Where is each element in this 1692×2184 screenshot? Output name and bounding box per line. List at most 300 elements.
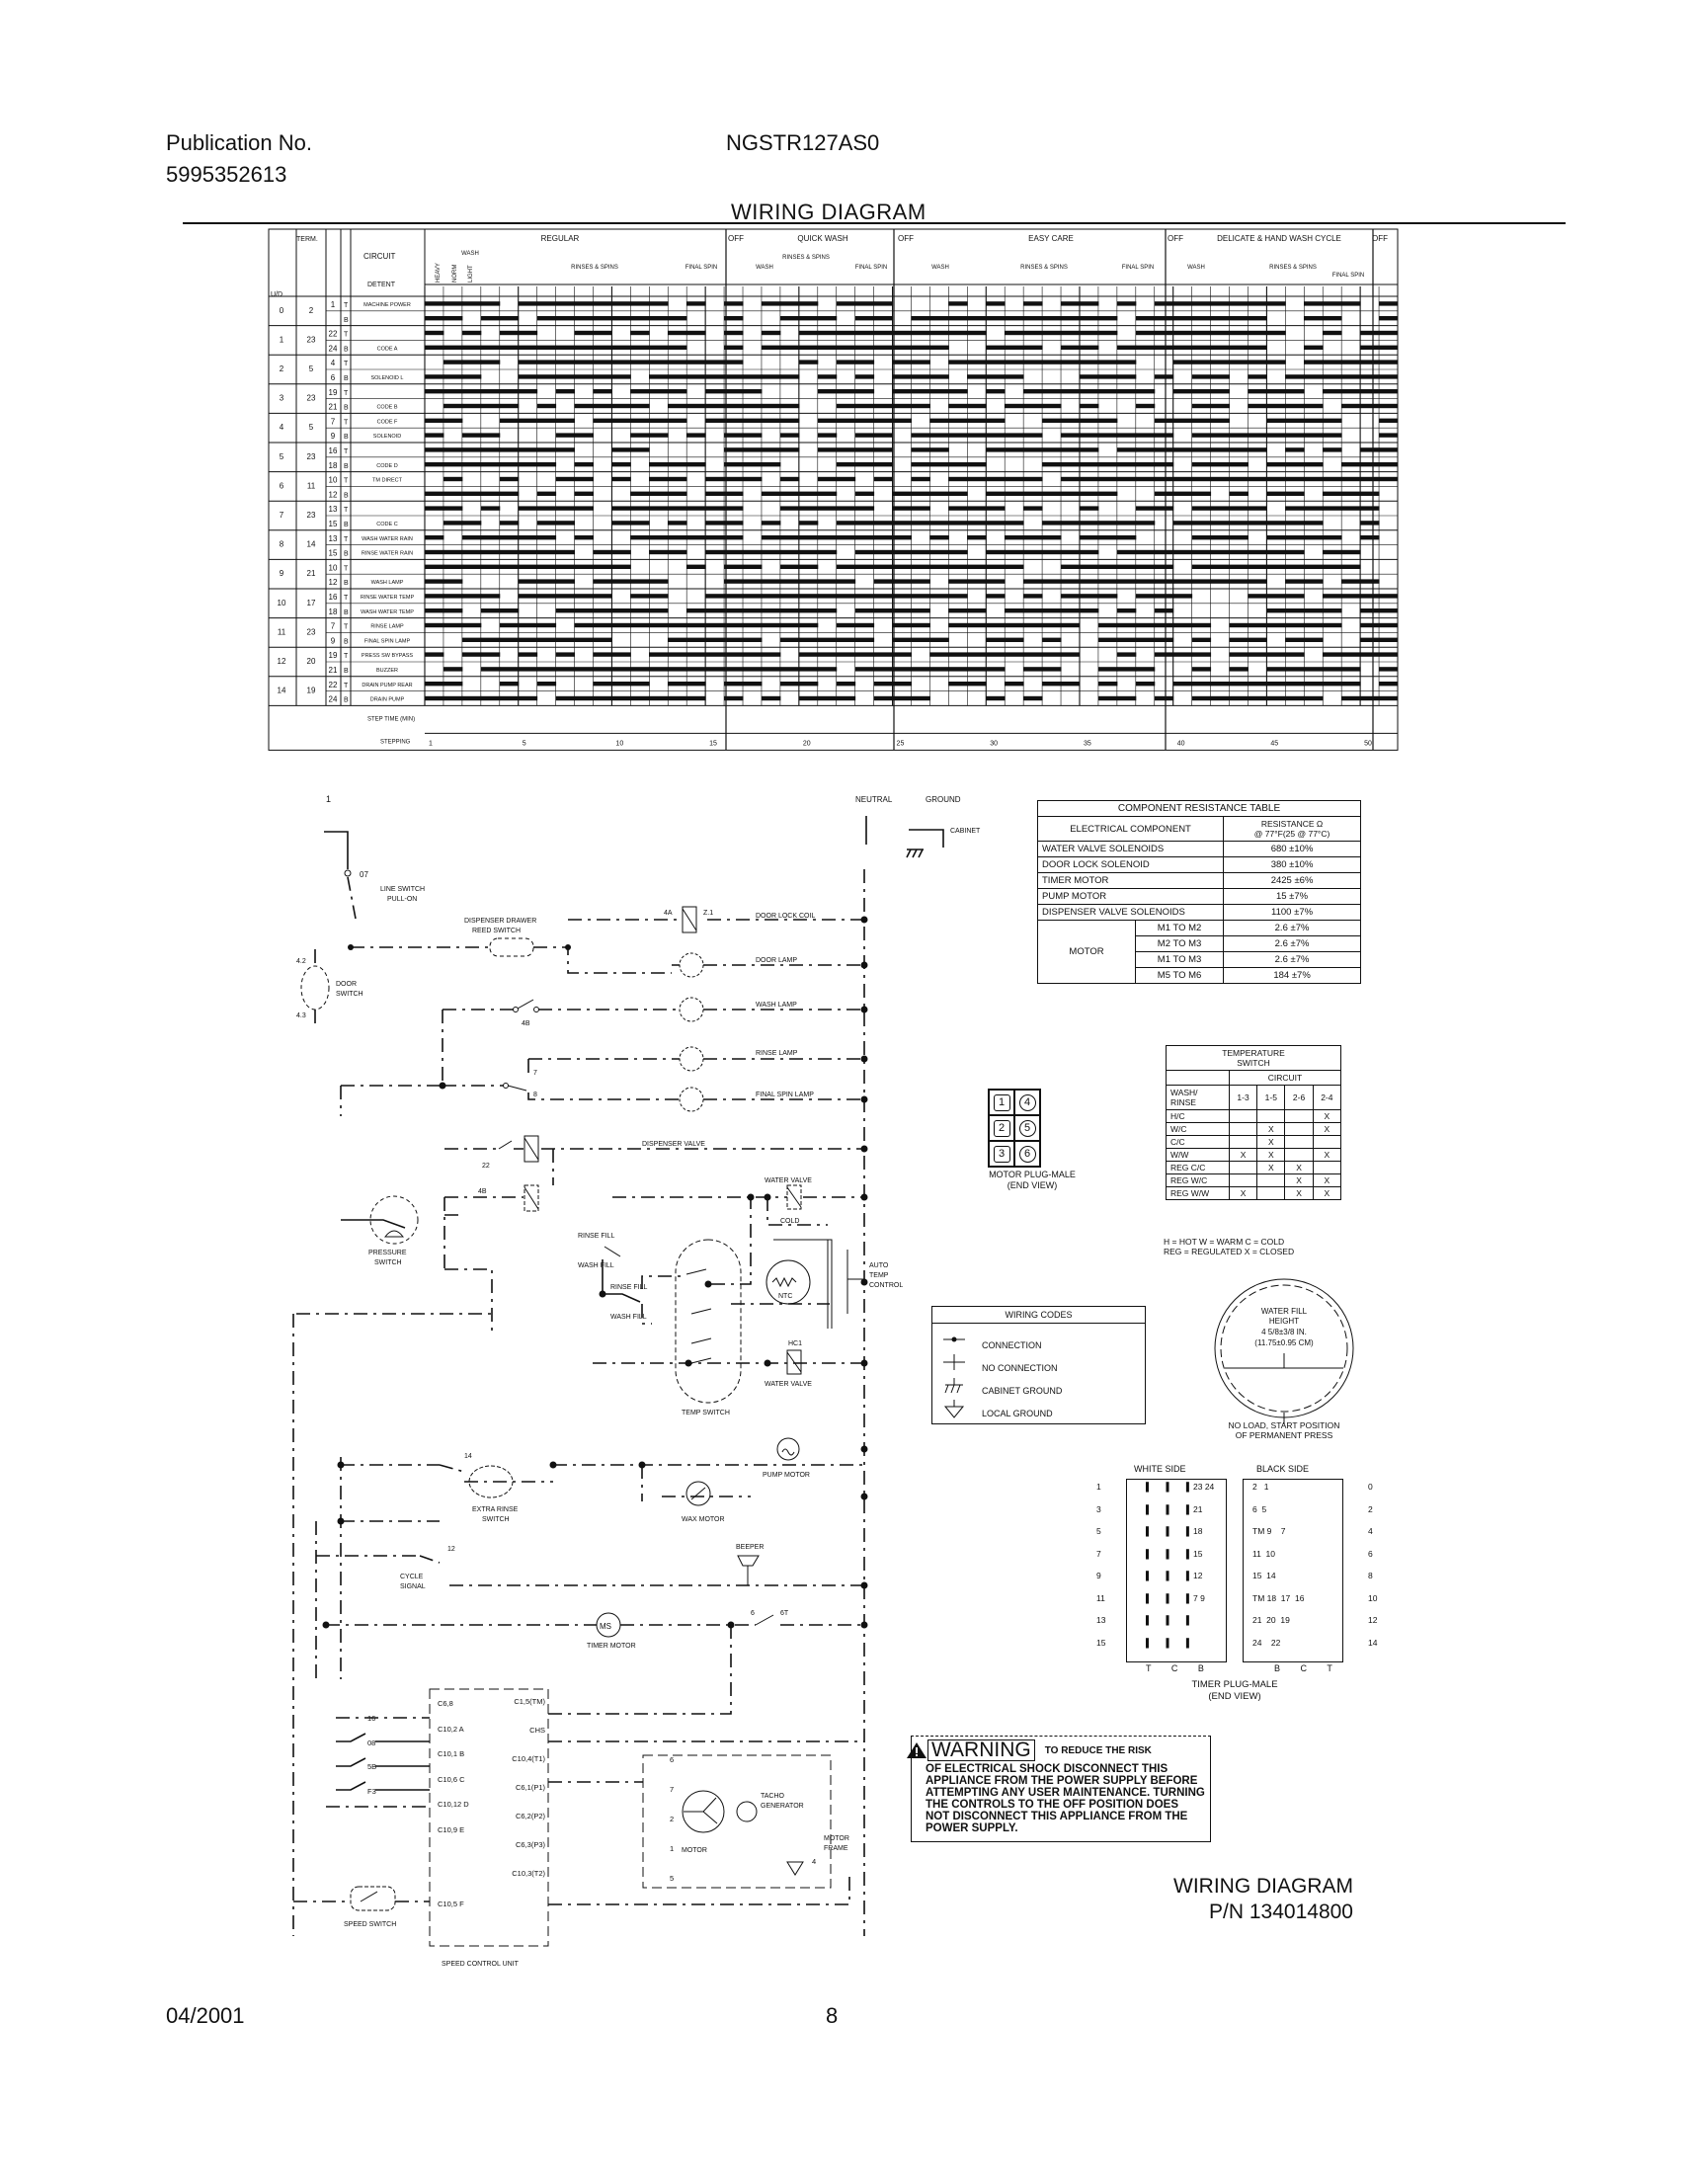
motor-plug-socket xyxy=(1014,1141,1040,1167)
row-side: T xyxy=(344,565,349,573)
reed-switch-label: DISPENSER DRAWER xyxy=(464,918,537,925)
timer-motor xyxy=(323,1610,868,1679)
scu-terminal: C10,9 E xyxy=(438,1824,465,1834)
closed-cell xyxy=(1257,1174,1285,1187)
row-pin: 7 xyxy=(330,417,336,427)
motor-frame-label-2: FRAME xyxy=(824,1845,848,1852)
row-circuit: WASH WATER RAIN xyxy=(362,535,413,542)
legend-item: NO CONNECTION xyxy=(982,1363,1058,1373)
row-term: 20 xyxy=(306,657,316,666)
phase-label: WASH xyxy=(461,251,479,257)
white-pin-marks: ▌ ▌ ▌ xyxy=(1146,1482,1193,1492)
cycle-label: REGULAR xyxy=(540,234,580,243)
phase-label: FINAL SPIN xyxy=(854,265,888,271)
row-pin: 19 xyxy=(328,387,338,397)
table-row xyxy=(1167,1162,1341,1174)
row-pin: 12 xyxy=(328,490,338,500)
setting-cell: H/C xyxy=(1167,1110,1230,1123)
warning-line: THE CONTROLS TO THE OFF POSITION DOES xyxy=(926,1799,1178,1811)
row-ud: 14 xyxy=(277,686,286,695)
row-term: 23 xyxy=(306,511,316,520)
table-row xyxy=(1167,1123,1341,1136)
timer-plug-rows xyxy=(1096,1482,1378,1659)
white-pin-marks: ▌ ▌ ▌ xyxy=(1146,1526,1193,1536)
phase-label: WASH xyxy=(931,265,949,271)
temperature-switch-table xyxy=(1166,1045,1341,1200)
motor-plug-socket xyxy=(989,1141,1014,1167)
row-side: B xyxy=(344,638,349,646)
pump-motor xyxy=(763,1438,868,1500)
cycle-label: OFF xyxy=(1372,234,1388,243)
extra-rinse-switch xyxy=(338,1453,865,1523)
door-lock-coil-label: DOOR LOCK COIL xyxy=(756,913,816,920)
row-pin: 10 xyxy=(328,475,338,485)
row-side: B xyxy=(344,404,349,412)
table-row xyxy=(1167,1110,1341,1123)
row-ud: 9 xyxy=(279,569,284,579)
stepping-number: 50 xyxy=(1364,740,1372,748)
wash-lamp xyxy=(443,998,868,1086)
cycle-label: QUICK WASH xyxy=(797,234,848,243)
caption-line: TIMER PLUG-MALE xyxy=(1191,1679,1278,1690)
white-pin-labels: 21 xyxy=(1193,1503,1203,1514)
term-label: TERM. xyxy=(296,236,318,243)
closed-cell xyxy=(1229,1123,1256,1136)
component-resistance-table xyxy=(1037,800,1361,984)
switch-14-label: 14 xyxy=(464,1453,472,1460)
row-circuit: DRAIN PUMP REAR xyxy=(362,682,413,688)
wash-rinse-header-2: RINSE xyxy=(1170,1097,1196,1107)
pin-number: 7 xyxy=(1096,1548,1101,1559)
phase-label: NORM xyxy=(452,264,458,283)
cycle-signal-label: CYCLE xyxy=(400,1574,424,1580)
legend-line: H = HOT W = WARM C = COLD xyxy=(1164,1237,1285,1247)
pressure-switch-label-2: SWITCH xyxy=(374,1259,402,1266)
row-side: T xyxy=(344,302,349,309)
setting-cell: C/C xyxy=(1167,1136,1230,1149)
switch-4b-label: 4B xyxy=(478,1188,487,1195)
timer-plug-row xyxy=(1096,1638,1378,1660)
beeper-label: BEEPER xyxy=(736,1544,765,1551)
timer-plug-caption xyxy=(1146,1679,1324,1703)
phase-label: LIGHT xyxy=(468,265,474,283)
cycle-label: OFF xyxy=(1168,234,1183,243)
pin-number: 15 xyxy=(1096,1637,1106,1648)
row-ud: 6 xyxy=(279,481,284,491)
legend-item: CONNECTION xyxy=(982,1340,1042,1350)
row-pin: 13 xyxy=(328,505,338,515)
switch-6t-label: 6T xyxy=(780,1610,789,1617)
closed-cell xyxy=(1257,1187,1285,1200)
row-side: T xyxy=(344,507,349,515)
speed-switch xyxy=(293,1887,430,1928)
temperature-switch-legend xyxy=(1164,1237,1294,1256)
dispenser-valve-label: DISPENSER VALVE xyxy=(642,1141,705,1148)
pump-motor-label: PUMP MOTOR xyxy=(763,1472,810,1479)
row-term: 17 xyxy=(306,598,316,607)
black-side-columns xyxy=(1274,1663,1332,1673)
row-side: T xyxy=(344,389,349,397)
caption-line: (END VIEW) xyxy=(1007,1180,1058,1190)
reed-wire xyxy=(351,947,672,973)
door-switch-label: DOOR xyxy=(336,981,357,988)
column-header: RESISTANCE Ω xyxy=(1260,819,1324,829)
switch-label: F3 xyxy=(367,1786,376,1796)
auto-temp-label-2: TEMP xyxy=(869,1272,889,1279)
switch-8-label: 8 xyxy=(533,1092,537,1098)
cabinet-ground-icon xyxy=(907,849,924,857)
table-row xyxy=(1167,1136,1341,1149)
pin-number: 3 xyxy=(1096,1503,1101,1514)
row-circuit: RINSE LAMP xyxy=(370,623,404,630)
cycle-label: EASY CARE xyxy=(1028,234,1074,243)
row-circuit: CODE C xyxy=(376,522,398,527)
closed-cell: X xyxy=(1313,1187,1340,1200)
water-valve-hot xyxy=(765,1340,868,1388)
warning-label: WARNING xyxy=(927,1739,1035,1761)
row-side: T xyxy=(344,623,349,631)
white-pin-labels: 18 xyxy=(1193,1526,1203,1536)
row-side: T xyxy=(344,653,349,661)
coil-slash xyxy=(683,909,696,930)
pair-cell: M1 TO M3 xyxy=(1136,952,1224,968)
door-switch-label-2: SWITCH xyxy=(336,991,363,998)
water-valve-label-2: WATER VALVE xyxy=(765,1381,812,1388)
motor-plug-pin: 3 xyxy=(994,1146,1010,1163)
white-pin-marks: ▌ ▌ ▌ xyxy=(1146,1592,1193,1603)
detent-label: DETENT xyxy=(367,282,395,288)
row-circuit: WASH WATER TEMP xyxy=(361,608,414,615)
motor-plug-pin: 6 xyxy=(1019,1146,1036,1163)
black-side-label: BLACK SIDE xyxy=(1256,1464,1310,1474)
caption-line: (END VIEW) xyxy=(1208,1691,1261,1702)
connection-icon xyxy=(943,1337,965,1342)
water-fill-text: 4 5/8±3/8 IN. xyxy=(1261,1328,1307,1336)
cycle-signal-label-2: SIGNAL xyxy=(400,1583,426,1590)
row-ud: 8 xyxy=(279,539,284,549)
closed-cell: X xyxy=(1257,1149,1285,1162)
row-ud: 3 xyxy=(279,393,284,403)
warning-line: POWER SUPPLY. xyxy=(926,1822,1018,1834)
pressure-switch-label: PRESSURE xyxy=(368,1250,407,1256)
door-lamp xyxy=(672,953,868,977)
timer-plug-row xyxy=(1096,1482,1378,1504)
component-cell: DOOR LOCK SOLENOID xyxy=(1038,857,1224,873)
setting-cell: W/W xyxy=(1167,1149,1230,1162)
white-side-label: WHITE SIDE xyxy=(1134,1464,1186,1474)
closed-cell xyxy=(1229,1174,1256,1187)
ground-label: GROUND xyxy=(926,795,961,804)
row-side: B xyxy=(344,346,349,354)
switch-label: 08 xyxy=(367,1738,376,1747)
timer-motor-label: TIMER MOTOR xyxy=(587,1643,636,1650)
fill-selector xyxy=(578,1233,686,1324)
wiring-code-icons xyxy=(940,1331,970,1419)
reed-switch xyxy=(490,938,533,956)
cycle-label: OFF xyxy=(728,234,744,243)
col-label: B xyxy=(1274,1663,1281,1673)
row-side: B xyxy=(344,550,349,558)
local-ground-icon xyxy=(787,1862,803,1875)
circuit-column-header: 2-6 xyxy=(1285,1086,1313,1110)
closed-cell: X xyxy=(1257,1162,1285,1174)
row-side: B xyxy=(344,522,349,528)
circuit-column-header: 2-4 xyxy=(1313,1086,1340,1110)
white-pin-marks: ▌ ▌ ▌ xyxy=(1146,1571,1193,1580)
column-header: ELECTRICAL COMPONENT xyxy=(1038,817,1224,842)
phase-label: RINSES & SPINS xyxy=(571,265,618,271)
row-circuit: CODE F xyxy=(376,419,398,426)
l1-label: 1 xyxy=(326,794,332,804)
pin-number: 8 xyxy=(1368,1571,1373,1580)
legend-item: CABINET GROUND xyxy=(982,1386,1063,1396)
closed-cell: X xyxy=(1285,1174,1313,1187)
stepping-number: 35 xyxy=(1083,740,1091,748)
row-pin: 15 xyxy=(328,520,338,528)
closed-cell: X xyxy=(1257,1123,1285,1136)
row-side: T xyxy=(344,477,349,485)
warning-triangle-icon xyxy=(906,1741,927,1759)
motor-plug-caption xyxy=(958,1170,1106,1191)
row-term: 19 xyxy=(306,686,316,695)
water-valve-cold xyxy=(612,1177,868,1225)
wash-rinse-header: WASH/ xyxy=(1170,1088,1198,1097)
diagram-title-block xyxy=(1156,1874,1353,1925)
cycle-label: OFF xyxy=(898,234,914,243)
warning-line: APPLIANCE FROM THE POWER SUPPLY BEFORE xyxy=(926,1775,1198,1787)
phase-label: FINAL SPIN xyxy=(1121,265,1155,271)
component-cell: WATER VALVE SOLENOIDS xyxy=(1038,842,1224,857)
wax-motor xyxy=(682,1482,725,1523)
row-pin: 21 xyxy=(328,666,338,675)
row-ud: 7 xyxy=(279,511,284,520)
pin-number: 2 xyxy=(1368,1503,1373,1514)
resistance-cell: 680 ±10% xyxy=(1224,842,1361,857)
wash-lamp-label: WASH LAMP xyxy=(756,1002,797,1009)
water-fill-diagram xyxy=(1200,1274,1368,1432)
black-pin-labels: 15 14 xyxy=(1252,1571,1276,1580)
pin-number: 5 xyxy=(1096,1526,1101,1536)
row-pin: 12 xyxy=(328,578,338,588)
caption-line: NO LOAD, START POSITION xyxy=(1228,1420,1340,1430)
legend-item: LOCAL GROUND xyxy=(982,1409,1053,1418)
water-fill-text: HEIGHT xyxy=(1268,1317,1300,1326)
table-row xyxy=(1038,889,1361,905)
resistance-cell: 2.6 ±7% xyxy=(1224,921,1361,936)
row-circuit: FINAL SPIN LAMP xyxy=(363,638,411,645)
col-label: B xyxy=(1197,1663,1204,1673)
white-pin-marks: ▌ ▌ ▌ xyxy=(1146,1503,1193,1514)
wash-fill-label: WASH FILL xyxy=(578,1262,614,1269)
motor-plug-pin: 2 xyxy=(994,1120,1010,1137)
motor-terminals xyxy=(670,1745,674,1894)
black-pin-labels: 6 5 xyxy=(1252,1503,1267,1514)
column-header-sub: @ 77°F(25 @ 77°C) xyxy=(1253,829,1330,839)
cold-label: COLD xyxy=(780,1218,800,1225)
row-circuit: SOLENOID xyxy=(372,434,402,441)
closed-cell xyxy=(1313,1162,1340,1174)
phase-label: FINAL SPIN xyxy=(1331,273,1365,279)
water-fill-text: (11.75±0.95 CM) xyxy=(1254,1338,1314,1347)
switch-12-label: 12 xyxy=(447,1546,455,1553)
cabinet-label: CABINET xyxy=(950,828,981,835)
scu-terminal: CHS xyxy=(529,1726,545,1735)
water-fill-text: WATER FILL xyxy=(1260,1307,1308,1316)
black-pin-labels: 11 10 xyxy=(1252,1548,1276,1559)
white-pin-labels: 7 9 xyxy=(1193,1592,1205,1603)
row-pin: 13 xyxy=(328,533,338,543)
row-term: 2 xyxy=(308,305,314,315)
row-term: 23 xyxy=(306,627,316,637)
phase-label: WASH xyxy=(756,265,773,271)
cycle-signal-switch xyxy=(316,1518,864,1591)
white-pin-marks: ▌ ▌ ▌ xyxy=(1146,1637,1193,1648)
setting-cell: REG W/W xyxy=(1167,1187,1230,1200)
col-label: C xyxy=(1300,1663,1308,1673)
row-circuit: CODE A xyxy=(376,346,398,353)
resistance-cell: 2.6 ±7% xyxy=(1224,952,1361,968)
row-circuit: RINSE WATER TEMP xyxy=(360,595,415,601)
resistance-cell: 1100 ±7% xyxy=(1224,905,1361,921)
final-spin-lamp xyxy=(341,1070,868,1116)
black-pin-labels: 24 22 xyxy=(1252,1637,1281,1648)
timer-plug-row xyxy=(1096,1549,1378,1572)
table-title: COMPONENT RESISTANCE TABLE xyxy=(1038,801,1361,817)
closed-cell: X xyxy=(1285,1187,1313,1200)
closed-cell: X xyxy=(1313,1110,1340,1123)
white-pin-marks: ▌ ▌ ▌ xyxy=(1146,1615,1193,1625)
row-pin: 7 xyxy=(330,621,336,631)
motor-frame-terminal: 4 xyxy=(812,1857,817,1866)
row-term: 5 xyxy=(308,364,314,373)
closed-cell xyxy=(1229,1110,1256,1123)
component-cell: DISPENSER VALVE SOLENOIDS xyxy=(1038,905,1224,921)
speed-switch-label: SPEED SWITCH xyxy=(344,1921,397,1928)
phase-label: WASH xyxy=(1187,265,1205,271)
row-circuit: DRAIN PUMP xyxy=(369,696,405,703)
motor-terminal: 1 xyxy=(670,1844,675,1853)
row-pin: 16 xyxy=(328,593,338,602)
row-circuit: CODE D xyxy=(376,462,398,469)
motor-plug-socket xyxy=(1014,1115,1040,1141)
motor-terminal: 6 xyxy=(670,1755,675,1764)
caption-line: MOTOR PLUG-MALE xyxy=(989,1170,1076,1179)
ms-label: MS xyxy=(600,1622,611,1631)
row-side: B xyxy=(344,580,349,588)
table-row xyxy=(1038,857,1361,873)
motor-frame-label: MOTOR xyxy=(824,1835,849,1842)
door-lock-term: 4A xyxy=(664,910,673,917)
door-switch-term: 4.2 xyxy=(296,958,306,965)
switch-4b-label: 4B xyxy=(522,1020,530,1027)
row-pin: 24 xyxy=(328,694,338,704)
row-circuit: PRESS SW BYPASS xyxy=(361,653,414,660)
row-side: B xyxy=(344,434,349,442)
stepping-number: 30 xyxy=(990,740,999,748)
scu-terminal: C10,6 C xyxy=(438,1774,465,1784)
pin-number: 10 xyxy=(1368,1592,1378,1603)
scu-terminal: C6,8 xyxy=(438,1699,453,1708)
row-side: B xyxy=(344,462,349,470)
scu-terminal: C10,3(T2) xyxy=(512,1869,545,1878)
row-term: 23 xyxy=(306,335,316,345)
row-circuit: SOLENOID L xyxy=(370,375,404,381)
extra-rinse-label: EXTRA RINSE xyxy=(472,1506,519,1513)
beeper xyxy=(736,1544,868,1589)
wiring-codes-legend xyxy=(931,1306,1146,1424)
pin-number: 14 xyxy=(1368,1637,1378,1648)
warning-box xyxy=(911,1736,1211,1842)
rinse-fill-label-2: RINSE FILL xyxy=(610,1284,648,1291)
warning-line: NOT DISCONNECT THIS APPLIANCE FROM THE xyxy=(926,1811,1188,1822)
row-pin: 19 xyxy=(328,651,338,661)
pin-number: 12 xyxy=(1368,1615,1378,1625)
line-switch-label-2: PULL-ON xyxy=(387,896,418,903)
cabinet-ground-icon xyxy=(945,1378,963,1393)
closed-cell xyxy=(1229,1162,1256,1174)
model-number: NGSTR127AS0 xyxy=(726,130,880,155)
node xyxy=(861,917,868,924)
table-row xyxy=(1038,873,1361,889)
water-fill-caption xyxy=(1185,1420,1383,1440)
black-pin-labels: 21 20 19 xyxy=(1252,1615,1290,1625)
table-row xyxy=(1038,921,1361,936)
row-ud: 12 xyxy=(277,657,286,666)
row-ud: 2 xyxy=(279,364,284,373)
motor-plug xyxy=(988,1089,1041,1168)
timer-plug-row xyxy=(1096,1593,1378,1616)
ud-label: U/D xyxy=(271,291,283,298)
col-label: T xyxy=(1327,1663,1332,1673)
publication-label: Publication No. xyxy=(166,130,312,155)
door-switch-term: 4.3 xyxy=(296,1012,306,1019)
closed-cell: X xyxy=(1285,1162,1313,1174)
scu-terminal: C10,4(T1) xyxy=(512,1754,545,1763)
row-pin: 10 xyxy=(328,563,338,573)
pin-number: 6 xyxy=(1368,1548,1373,1559)
row-pin: 24 xyxy=(328,344,338,354)
temp-switch-label: TEMP SWITCH xyxy=(682,1410,730,1416)
table-row xyxy=(1167,1187,1341,1200)
scu-terminal: C10,5 F xyxy=(438,1900,464,1908)
extra-rinse-label-2: SWITCH xyxy=(482,1516,510,1523)
scu-terminal: C10,1 B xyxy=(438,1749,465,1758)
warning-line: OF ELECTRICAL SHOCK DISCONNECT THIS xyxy=(926,1763,1168,1775)
motor-plug-socket xyxy=(989,1115,1014,1141)
stepping-number: 20 xyxy=(802,740,811,748)
row-side: T xyxy=(344,595,349,602)
row-ud: 11 xyxy=(277,627,286,637)
resistance-cell: 380 ±10% xyxy=(1224,857,1361,873)
door-lamp-label: DOOR LAMP xyxy=(756,957,798,964)
resistance-cell: 15 ±7% xyxy=(1224,889,1361,905)
line-switch-wire xyxy=(324,832,348,869)
pin-number: 11 xyxy=(1096,1592,1105,1603)
stepping-number: 40 xyxy=(1176,740,1185,748)
row-pin: 18 xyxy=(328,607,338,616)
row-circuit: CODE B xyxy=(376,404,398,411)
neutral-label: NEUTRAL xyxy=(855,795,893,804)
row-term: 11 xyxy=(306,481,316,491)
black-pin-labels: 2 1 xyxy=(1252,1482,1269,1492)
row-term: 23 xyxy=(306,451,316,461)
auto-temp-label-3: CONTROL xyxy=(869,1282,904,1289)
row-side: T xyxy=(344,361,349,368)
caption-line: OF PERMANENT PRESS xyxy=(1235,1430,1333,1440)
pair-cell: M5 TO M6 xyxy=(1136,968,1224,984)
row-pin: 4 xyxy=(330,359,336,368)
row-pin: 1 xyxy=(330,300,336,309)
